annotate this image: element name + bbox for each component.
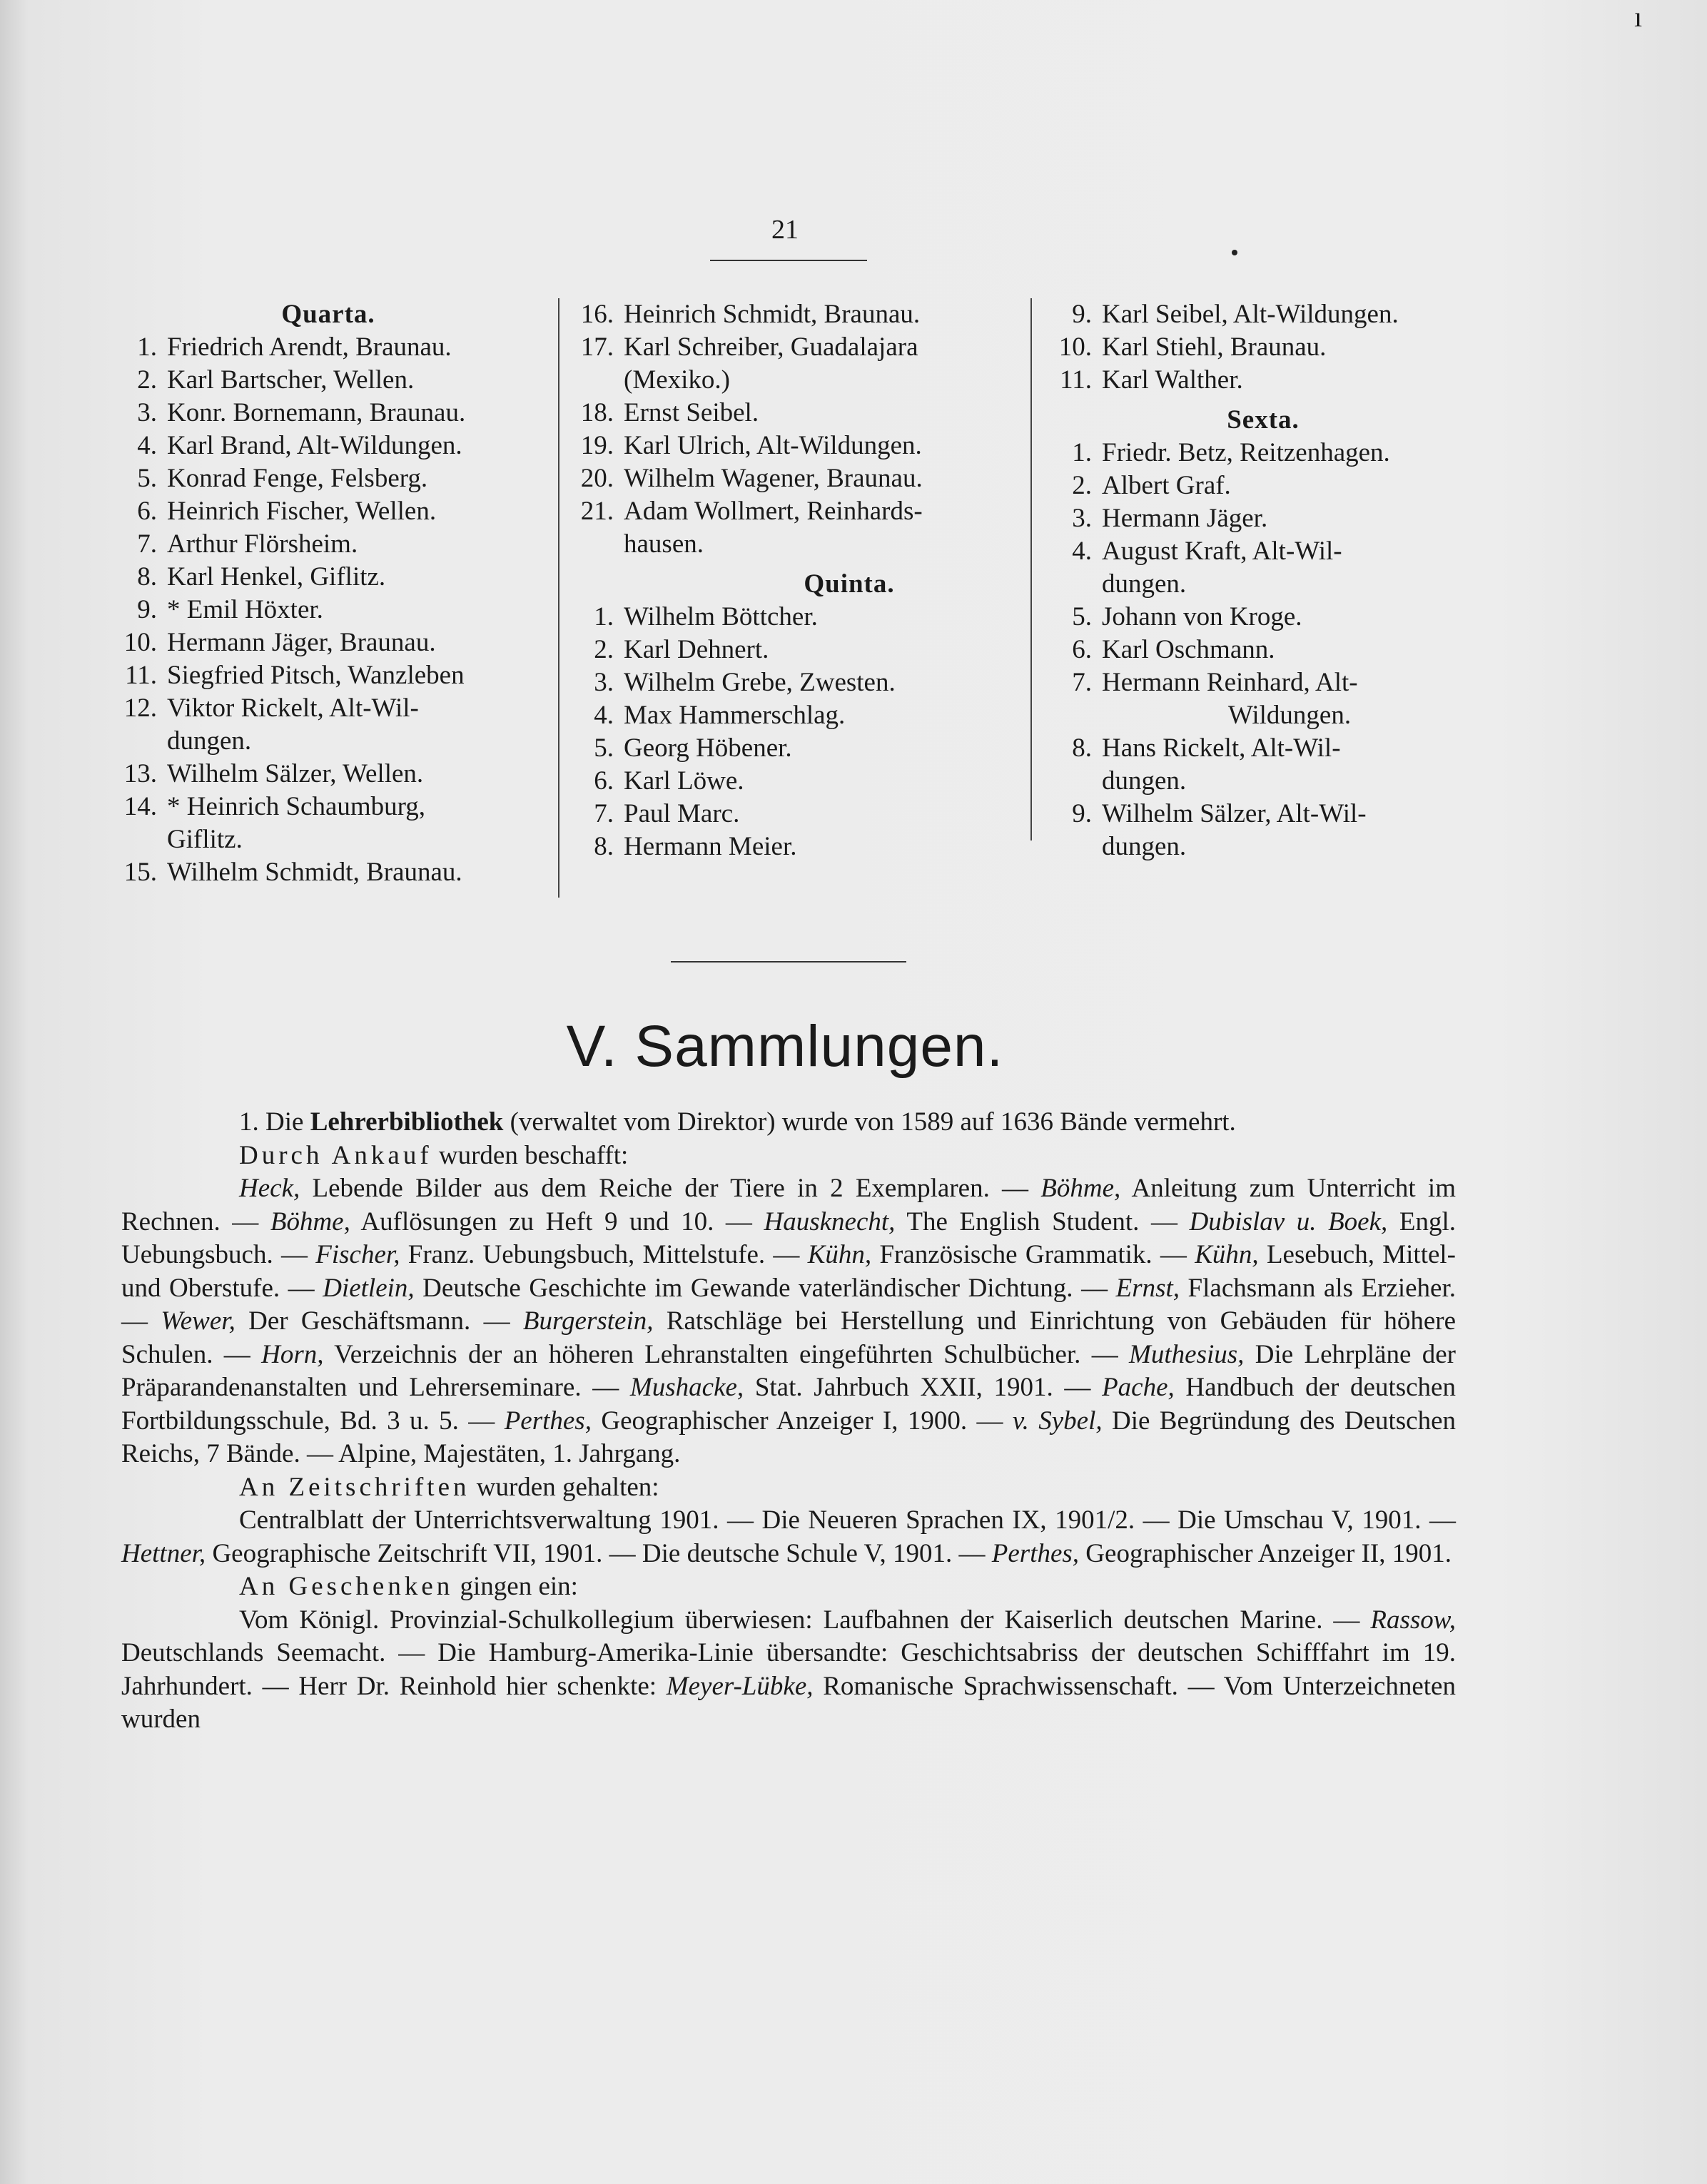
student-entry xyxy=(571,430,1128,462)
entry-number: 5. xyxy=(137,464,157,493)
author-name: Heck, xyxy=(239,1174,300,1203)
author-name: Muthesius, xyxy=(1129,1339,1245,1369)
student-entry xyxy=(571,798,1128,831)
student-entry xyxy=(114,397,542,430)
author-name: Rassow, xyxy=(1370,1605,1456,1635)
text-segment: The English Student. — xyxy=(895,1207,1190,1236)
student-name: Ernst Seibel. xyxy=(624,398,759,427)
entry-number: 16. xyxy=(580,300,614,329)
entry-number: 2. xyxy=(1072,471,1092,500)
student-entry xyxy=(571,495,1128,528)
student-name: Arthur Flörsheim. xyxy=(167,529,358,559)
student-entry xyxy=(1049,502,1477,535)
entry-continuation: Wildungen. xyxy=(1227,701,1352,730)
text-segment: Romanische Sprachwissenschaft. — Vom Unterzeichneten wurden xyxy=(121,1671,1456,1734)
entry-continuation: dungen. xyxy=(1102,832,1187,861)
entry-number: 4. xyxy=(1072,537,1092,566)
author-name: Dubislav u. Boek, xyxy=(1189,1207,1388,1236)
author-name: Horn, xyxy=(261,1339,324,1369)
author-name: Kühn, xyxy=(1195,1240,1259,1269)
student-name: Viktor Rickelt, Alt-Wil- xyxy=(167,694,419,723)
spaced-term: Durch Ankauf xyxy=(239,1140,432,1170)
student-entry xyxy=(1049,798,1477,831)
paragraph-text: wurden gehalten: xyxy=(470,1472,659,1502)
student-entry xyxy=(114,594,542,626)
student-name: Karl Ulrich, Alt-Wildungen. xyxy=(624,431,922,460)
entry-number: 8. xyxy=(1072,733,1092,763)
entry-number: 13. xyxy=(123,759,157,788)
student-entry xyxy=(571,601,1128,634)
paragraph-text: gingen ein: xyxy=(453,1572,578,1601)
entry-number: 21. xyxy=(580,497,614,526)
text-segment: Die Lehrpläne der Präparandenanstalten und Lehrerseminare. — xyxy=(121,1339,1456,1402)
paragraph-zeitschriften-list xyxy=(121,1504,1456,1570)
student-name: Karl Löwe. xyxy=(624,766,744,796)
author-name: Wewer, xyxy=(161,1306,235,1336)
entry-number: 4. xyxy=(137,431,157,460)
entry-number: 12. xyxy=(123,694,157,723)
entry-continuation: dungen. xyxy=(1102,569,1187,599)
author-name: Burgerstein, xyxy=(522,1306,654,1336)
paragraph-geschenke-intro xyxy=(121,1570,1456,1604)
text-segment: Lebende Bilder aus dem Reiche der Tiere in 2 Exemplaren. — xyxy=(300,1174,1041,1203)
bold-term: Lehrerbibliothek xyxy=(310,1107,504,1137)
entry-number: 6. xyxy=(1072,635,1092,664)
heading-sexta: Sexta. xyxy=(1227,405,1300,435)
student-name: Friedr. Betz, Reitzenhagen. xyxy=(1102,438,1390,467)
student-name: Karl Henkel, Giflitz. xyxy=(167,562,386,591)
author-name: Hausknecht, xyxy=(764,1207,896,1236)
text-segment: Engl. Uebungsbuch. — xyxy=(121,1207,1456,1269)
student-entry xyxy=(114,495,542,528)
student-name: Karl Walther. xyxy=(1102,365,1243,395)
entry-number: 6. xyxy=(594,766,614,796)
student-entry xyxy=(114,331,542,364)
heading-quarta: Quarta. xyxy=(281,300,375,329)
student-name: Karl Dehnert. xyxy=(624,635,769,664)
student-name: Heinrich Schmidt, Braunau. xyxy=(624,300,921,329)
student-entry xyxy=(114,430,542,462)
entry-number: 7. xyxy=(1072,668,1092,697)
page-number: 21 xyxy=(771,215,799,245)
list-quinta xyxy=(571,601,1128,863)
student-entry xyxy=(571,732,1128,765)
student-name: Paul Marc. xyxy=(624,799,740,828)
entry-number: 11. xyxy=(125,661,157,690)
section-body xyxy=(121,1106,1456,1737)
student-entry xyxy=(114,561,542,594)
author-name: Böhme, xyxy=(1040,1174,1121,1203)
entry-number: 9. xyxy=(1072,799,1092,828)
list-sexta xyxy=(1049,437,1477,863)
student-name: Karl Oschmann. xyxy=(1102,635,1275,664)
column-quinta-sexta xyxy=(1049,298,1477,863)
entry-number: 9. xyxy=(137,595,157,624)
section-title: V. Sammlungen. xyxy=(566,1014,1004,1079)
author-name: Perthes, xyxy=(504,1406,592,1436)
text-segment: Handbuch der deutschen Fortbildungsschule, Bd. 3 u. 5. — xyxy=(121,1373,1456,1436)
student-name: Siegfried Pitsch, Wanzleben xyxy=(167,661,465,690)
text-segment: Stat. Jahrbuch XXII, 1901. — xyxy=(744,1373,1103,1402)
list-quarta-continued xyxy=(571,298,1128,561)
entry-number: 9. xyxy=(1072,300,1092,329)
student-entry xyxy=(114,856,542,889)
entry-continuation: dungen. xyxy=(1102,766,1187,796)
corner-mark: ı xyxy=(1634,1,1643,33)
author-name: Hettner, xyxy=(121,1538,206,1568)
student-entry xyxy=(114,462,542,495)
student-name: Karl Seibel, Alt-Wildungen. xyxy=(1102,300,1399,329)
text-segment: Die Begründung des Deutschen Reichs, 7 Bände. — Alpine, Majestäten, 1. Jahrgang. xyxy=(121,1406,1456,1468)
spaced-term: An Geschenken xyxy=(239,1572,454,1601)
student-name: Hans Rickelt, Alt-Wil- xyxy=(1102,733,1341,763)
text-segment: Auflösungen zu Heft 9 und 10. — xyxy=(350,1207,764,1236)
student-name: * Heinrich Schaumburg, xyxy=(167,792,426,821)
paragraph-text: (verwaltet vom Direktor) wurde von 1589 auf 1636 Bände vermehrt. xyxy=(503,1107,1236,1137)
list-quarta xyxy=(114,331,542,889)
text-segment: Vom Königl. Provinzial-Schulkollegium überwiesen: Laufbahnen der Kaiserlich deutschen Marine. — xyxy=(239,1605,1371,1635)
student-name: Hermann Jäger. xyxy=(1102,504,1268,533)
text-segment: Geographische Zeitschrift VII, 1901. — Die deutsche Schule V, 1901. — xyxy=(206,1538,992,1568)
student-name: August Kraft, Alt-Wil- xyxy=(1102,537,1342,566)
paragraph-text: wurden beschafft: xyxy=(432,1140,629,1170)
entry-number: 14. xyxy=(123,792,157,821)
text-segment: Geographischer Anzeiger II, 1901. xyxy=(1079,1538,1452,1568)
text-segment: Verzeichnis der an höheren Lehranstalten eingeführten Schulbücher. — xyxy=(323,1339,1130,1369)
student-name: Konr. Bornemann, Braunau. xyxy=(167,398,466,427)
student-entry xyxy=(571,666,1128,699)
student-name: Albert Graf. xyxy=(1102,471,1231,500)
ink-dot xyxy=(1232,250,1237,255)
text-segment: Lesebuch, Mittel- und Oberstufe. — xyxy=(121,1240,1457,1303)
paragraph-zeitschriften-intro xyxy=(121,1471,1456,1505)
student-entry xyxy=(571,765,1128,798)
paragraph-ankauf-list xyxy=(121,1172,1456,1471)
paragraph-number: 1. Die xyxy=(239,1107,310,1137)
student-entry xyxy=(571,397,1128,430)
author-name: v. Sybel, xyxy=(1012,1406,1103,1436)
paragraph-geschenke-list xyxy=(121,1604,1456,1737)
paragraph-lehrerbibliothek xyxy=(121,1106,1456,1139)
student-name: Hermann Jäger, Braunau. xyxy=(167,628,436,657)
entry-number: 7. xyxy=(594,799,614,828)
text-segment: Franz. Uebungsbuch, Mittelstufe. — xyxy=(400,1240,808,1269)
student-name: Georg Höbener. xyxy=(624,733,792,763)
student-name: Konrad Fenge, Felsberg. xyxy=(167,464,428,493)
spaced-term: An Zeitschriften xyxy=(239,1472,470,1502)
student-entry xyxy=(114,659,542,692)
column-quarta-quinta xyxy=(571,298,1128,863)
student-entry xyxy=(114,791,542,823)
student-name: Hermann Reinhard, Alt- xyxy=(1102,668,1358,697)
student-entry xyxy=(1049,666,1477,699)
entry-number: 2. xyxy=(594,635,614,664)
entry-number: 3. xyxy=(594,668,614,697)
entry-number: 1. xyxy=(594,602,614,631)
text-segment: Anleitung zum Unterricht im Rechnen. — xyxy=(121,1174,1456,1236)
student-entry xyxy=(571,331,1128,364)
entry-number: 10. xyxy=(123,628,157,657)
entry-continuation: Giflitz. xyxy=(167,825,243,854)
entry-number: 8. xyxy=(137,562,157,591)
header-rule xyxy=(710,260,867,261)
text-segment: Deutschlands Seemacht. — Die Hamburg-Amerika-Linie übersandte: Geschichtsabriss der deutschen Schifffahrt im 19. Jahrhundert. — Herr Dr. Reinhold hier schenkte: xyxy=(121,1638,1456,1701)
entry-number: 1. xyxy=(1072,438,1092,467)
student-entry xyxy=(571,831,1128,863)
entry-number: 6. xyxy=(137,497,157,526)
student-entry xyxy=(114,528,542,561)
entry-number: 18. xyxy=(580,398,614,427)
student-name: Karl Brand, Alt-Wildungen. xyxy=(167,431,462,460)
student-entry xyxy=(1049,469,1477,502)
student-name: Wilhelm Sälzer, Alt-Wil- xyxy=(1102,799,1367,828)
student-entry xyxy=(571,298,1128,331)
entry-number: 19. xyxy=(580,431,614,460)
student-name: Friedrich Arendt, Braunau. xyxy=(167,332,452,362)
entry-number: 5. xyxy=(1072,602,1092,631)
student-name: Max Hammerschlag. xyxy=(624,701,846,730)
text-segment: Deutsche Geschichte im Gewande vaterländischer Dichtung. — xyxy=(414,1273,1116,1303)
entry-continuation: hausen. xyxy=(624,529,704,559)
student-entry xyxy=(1049,601,1477,634)
student-entry xyxy=(114,626,542,659)
author-name: Fischer, xyxy=(315,1240,400,1269)
column-divider xyxy=(558,298,559,898)
class-lists xyxy=(114,298,1470,912)
author-name: Perthes, xyxy=(991,1538,1080,1568)
student-name: Karl Schreiber, Guadalajara xyxy=(624,332,918,362)
student-name: Wilhelm Sälzer, Wellen. xyxy=(167,759,424,788)
student-entry xyxy=(1049,331,1477,364)
text-segment: Flachsmann als Erzieher. — xyxy=(121,1273,1457,1336)
section-rule xyxy=(671,961,906,963)
entry-number: 3. xyxy=(1072,504,1092,533)
student-entry xyxy=(114,364,542,397)
paragraph-ankauf-intro xyxy=(121,1139,1456,1173)
student-entry xyxy=(1049,732,1477,765)
author-name: Mushacke, xyxy=(629,1373,744,1402)
author-name: Meyer-Lübke, xyxy=(666,1671,814,1701)
student-name: Hermann Meier. xyxy=(624,832,797,861)
entry-number: 17. xyxy=(580,332,614,362)
entry-number: 3. xyxy=(137,398,157,427)
student-name: Karl Stiehl, Braunau. xyxy=(1102,332,1327,362)
student-name: Adam Wollmert, Reinhards- xyxy=(624,497,923,526)
author-name: Dietlein, xyxy=(323,1273,415,1303)
student-entry xyxy=(1049,634,1477,666)
student-entry xyxy=(1049,535,1477,568)
student-name: Wilhelm Grebe, Zwesten. xyxy=(624,668,896,697)
student-entry xyxy=(571,699,1128,732)
column-divider xyxy=(1030,298,1032,840)
student-entry xyxy=(571,462,1128,495)
entry-number: 10. xyxy=(1058,332,1092,362)
text-segment: Centralblatt der Unterrichtsverwaltung 1901. — Die Neueren Sprachen IX, 1901/2. — Die Umschau V, 1901. — xyxy=(239,1505,1456,1535)
entry-continuation: dungen. xyxy=(167,726,252,756)
column-quarta xyxy=(114,298,542,889)
student-name: Wilhelm Wagener, Braunau. xyxy=(624,464,923,493)
heading-quinta: Quinta. xyxy=(804,569,895,599)
student-name: Heinrich Fischer, Wellen. xyxy=(167,497,437,526)
entry-number: 15. xyxy=(123,858,157,887)
student-entry xyxy=(1049,298,1477,331)
entry-number: 2. xyxy=(137,365,157,395)
student-entry xyxy=(114,758,542,791)
text-segment: Der Geschäftsmann. — xyxy=(235,1306,523,1336)
entry-number: 4. xyxy=(594,701,614,730)
text-segment: Französische Grammatik. — xyxy=(871,1240,1195,1269)
student-name: Karl Bartscher, Wellen. xyxy=(167,365,415,395)
list-quinta-continued xyxy=(1049,298,1477,397)
entry-number: 8. xyxy=(594,832,614,861)
text-segment: Geographischer Anzeiger I, 1900. — xyxy=(591,1406,1013,1436)
entry-number: 7. xyxy=(137,529,157,559)
student-name: * Emil Höxter. xyxy=(167,595,323,624)
author-name: Pache, xyxy=(1102,1373,1175,1402)
author-name: Böhme, xyxy=(270,1207,350,1236)
student-entry xyxy=(1049,437,1477,469)
student-entry xyxy=(571,634,1128,666)
entry-number: 20. xyxy=(580,464,614,493)
student-entry xyxy=(114,692,542,725)
entry-continuation: (Mexiko.) xyxy=(624,365,730,395)
entry-number: 1. xyxy=(137,332,157,362)
text-segment: Ratschläge bei Herstellung und Einrichtung von Gebäuden für höhere Schulen. — xyxy=(121,1306,1456,1369)
author-name: Kühn, xyxy=(807,1240,872,1269)
entry-number: 11. xyxy=(1060,365,1092,395)
student-entry xyxy=(1049,364,1477,397)
entry-number: 5. xyxy=(594,733,614,763)
student-name: Wilhelm Schmidt, Braunau. xyxy=(167,858,462,887)
student-name: Wilhelm Böttcher. xyxy=(624,602,818,631)
student-name: Johann von Kroge. xyxy=(1102,602,1302,631)
author-name: Ernst, xyxy=(1115,1273,1180,1303)
